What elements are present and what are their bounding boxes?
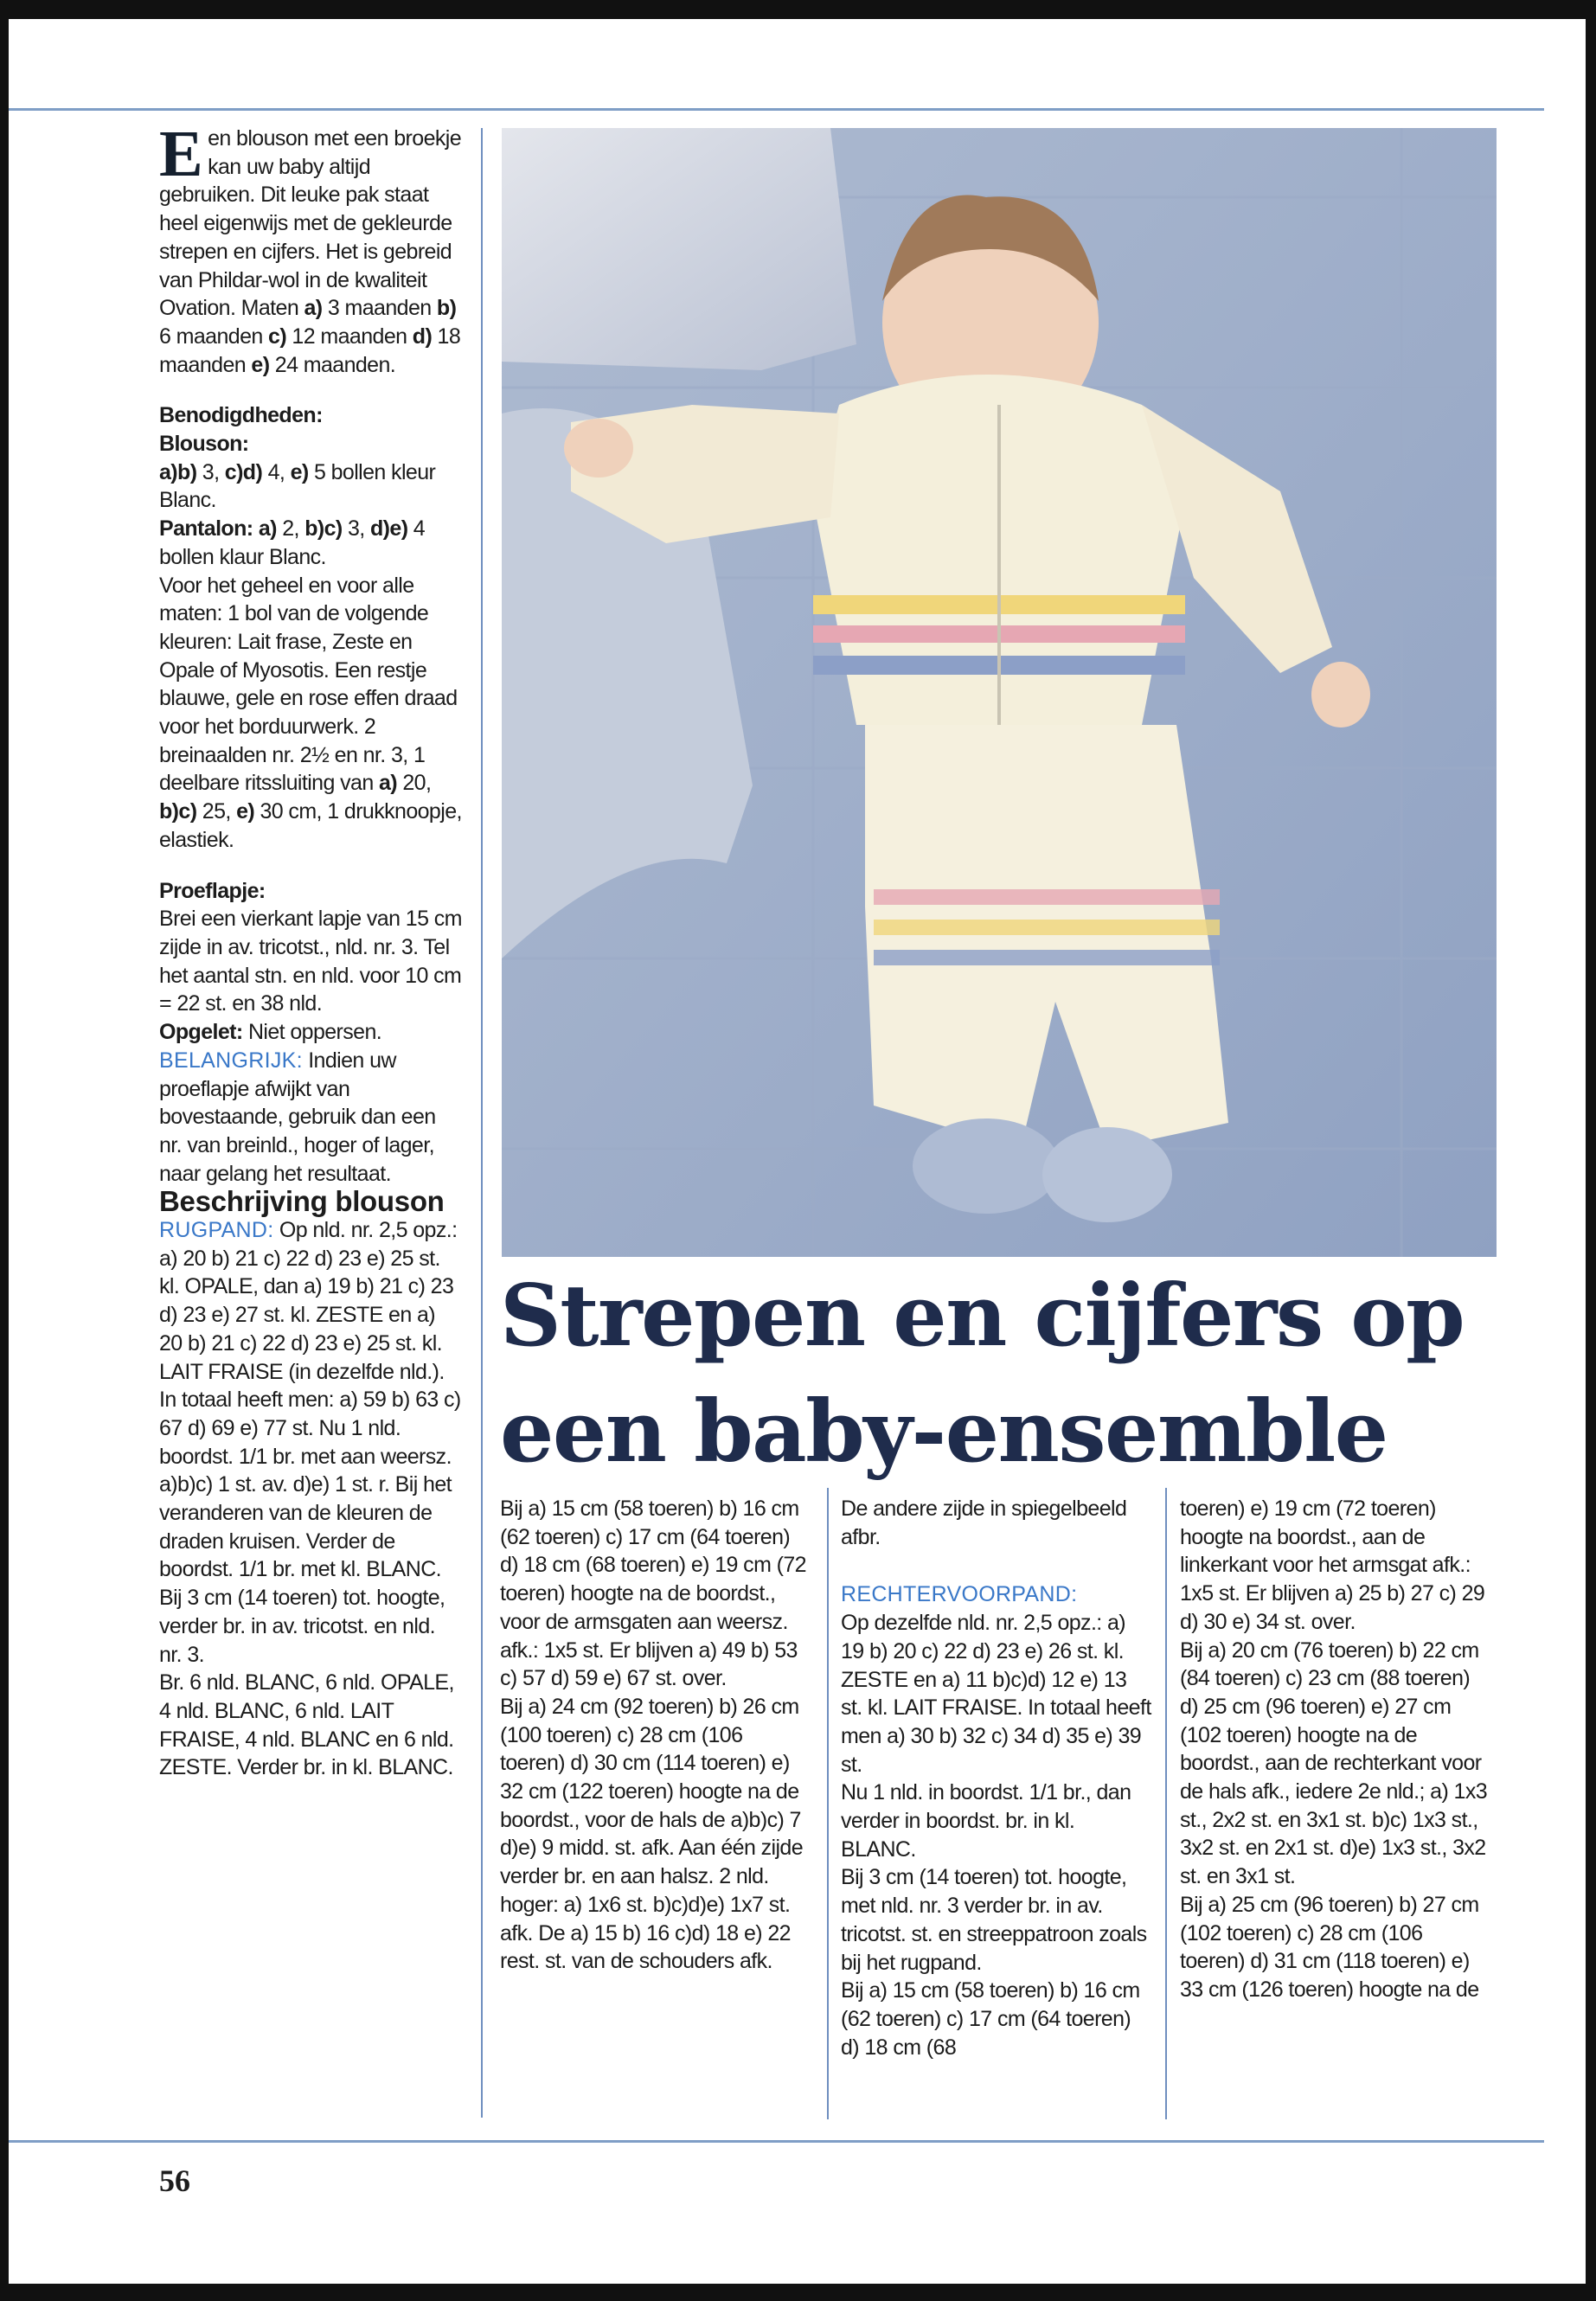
- column-divider: [827, 1488, 829, 2119]
- baby-photo: [502, 128, 1497, 1257]
- gauge-important: BELANGRIJK: Indien uw proeflapje afwijkt van bovestaande, gebruik dan een nr. van breinld., hoger of lager, naar gelang het resultaat.: [159, 1048, 436, 1186]
- right-front-heading: RECHTERVOORPAND:: [841, 1582, 1078, 1607]
- col3-para-2: Op dezelfde nld. nr. 2,5 opz.: a) 19 b) 20 c) 22 d) 23 e) 26 st. kl. ZESTE en a) 11 b)c)d) 12 e) 13 st. kl. LAIT FRAISE. In totaal heeft men a) 30 b) 32 c) 34 d) 35 e) 39 st.: [841, 1611, 1151, 1777]
- materials-blouson: Blouson:: [159, 432, 249, 457]
- column-3: [841, 1495, 1152, 2061]
- gauge-heading: Proeflapje:: [159, 878, 266, 903]
- column-4: [1180, 1495, 1491, 2004]
- materials-heading: Benodigdheden:: [159, 403, 323, 428]
- gauge-warning: Opgelet: Niet oppersen.: [159, 1020, 382, 1045]
- back-text-2: Bij 3 cm (14 toeren) tot. hoogte, verder br. in av. tricotst. en nld. nr. 3.: [159, 1586, 445, 1667]
- page-title: Strepen en cijfers op een baby-ensemble: [500, 1266, 1465, 1482]
- back-text-3: Br. 6 nld. BLANC, 6 nld. OPALE, 4 nld. BLANC, 6 nld. LAIT FRAISE, 4 nld. BLANC en 6 nld. ZESTE. Verder br. in kl. BLANC.: [159, 1670, 454, 1780]
- col2-para-1: Bij a) 15 cm (58 toeren) b) 16 cm (62 toeren) c) 17 cm (64 toeren) d) 18 cm (68 toeren) e) 19 cm (72 toeren) hoogte na de boordst., voor de armsgaten aan weersz. afk.: 1x5 st. Er blijven a) 49 b) 53 c) 57 d) 59 e) 67 st. over.: [500, 1497, 806, 1691]
- page-frame-top: [0, 0, 1596, 19]
- drop-cap: E: [159, 118, 203, 190]
- blouson-heading: Beschrijving blouson: [159, 1185, 445, 1218]
- col4-para-1: toeren) e) 19 cm (72 toeren) hoogte na boordst., aan de linkerkant voor het armsgat afk.: 1x5 st. Er blijven a) 25 b) 27 c) 29 d) 30 e) 34 st. over.: [1180, 1497, 1485, 1634]
- column-divider: [1165, 1488, 1167, 2119]
- materials-pantalon: Pantalon: a) 2, b)c) 3, d)e) 4 bollen klaur Blanc.: [159, 516, 426, 569]
- col4-para-2: Bij a) 20 cm (76 toeren) b) 22 cm (84 toeren) c) 23 cm (88 toeren) d) 25 cm (96 toeren) e) 27 cm (102 toeren) hoogte na de boordst., aan de rechterkant voor de hals afk., iedere 2e nld.; a) 1x3 st., 2x2 st. en 3x1 st. b)c) 1x3 st., 3x2 st. en 2x1 st. d)e) 1x3 st., 3x2 st. en 3x1 st.: [1180, 1638, 1488, 1889]
- page-frame-left: [0, 0, 9, 2301]
- page-frame-right: [1586, 0, 1596, 2301]
- footer-rule: [9, 2140, 1544, 2143]
- column-2: [500, 1495, 811, 1976]
- gauge-text: Brei een vierkant lapje van 15 cm zijde in av. tricotst., nld. nr. 3. Tel het aantal stn. en nld. voor 10 cm = 22 st. en 38 nld.: [159, 907, 462, 1016]
- materials-blouson-qty: a)b) 3, c)d) 4, e) 5 bollen kleur Blanc.: [159, 459, 436, 513]
- col3-para-3: Nu 1 nld. in boordst. 1/1 br., dan verder in boordst. br. in kl. BLANC.: [841, 1780, 1131, 1862]
- column-divider: [481, 128, 483, 2118]
- intro-paragraph: Een blouson met een broekje kan uw baby altijd gebruiken. Dit leuke pak staat heel eigenwijs met de gekleurde strepen en cijfers. Het is gebreid van Phildar-wol in de kwaliteit Ovation. Maten a) 3 maanden b) 6 maanden c) 12 maanden d) 18 maanden e) 24 maanden.: [159, 118, 462, 377]
- left-column: [159, 118, 462, 1782]
- col3-para-5: Bij a) 15 cm (58 toeren) b) 16 cm (62 toeren) c) 17 cm (64 toeren) d) 18 cm (68: [841, 1978, 1140, 2060]
- header-rule: [9, 108, 1544, 111]
- back-text: RUGPAND: Op nld. nr. 2,5 opz.: a) 20 b) 21 c) 22 d) 23 e) 25 st. kl. OPALE, dan a) 19 b) 21 c) 23 d) 23 e) 27 st. kl. ZESTE en a) 20 b) 21 c) 22 d) 23 e) 25 st. kl. LAIT FRAISE (in dezelfde nld.). In totaal heeft men: a) 59 b) 63 c) 67 d) 69 e) 77 st. Nu 1 nld. boordst. 1/1 br. met aan weersz. a)b)c) 1 st. av. d)e) 1 st. r. Bij het veranderen van de kleuren de draden kruisen. Verder de boordst. 1/1 br. met kl. BLANC.: [159, 1218, 461, 1582]
- page-frame-bottom: [0, 2284, 1596, 2301]
- page-number: 56: [159, 2163, 190, 2198]
- col3-para-1: De andere zijde in spiegelbeeld afbr.: [841, 1497, 1127, 1549]
- col3-para-4: Bij 3 cm (14 toeren) tot. hoogte, met nld. nr. 3 verder br. in av. tricotst. st. en streeppatroon zoals bij het rugpand.: [841, 1865, 1147, 1975]
- col2-para-2: Bij a) 24 cm (92 toeren) b) 26 cm (100 toeren) c) 28 cm (106 toeren) d) 30 cm (114 toeren) e) 32 cm (122 toeren) hoogte na de boordst., voor de hals de a)b)c) 7 d)e) 9 midd. st. afk. Aan één zijde verder br. en aan halsz. 2 nld. hoger: a) 1x6 st. b)c)d)e) 1x7 st. afk. De a) 15 b) 16 c)d) 18 e) 22 rest. st. van de schouders afk.: [500, 1694, 804, 1974]
- materials-colors: Voor het geheel en voor alle maten: 1 bol van de volgende kleuren: Lait frase, Zeste en Opale of Myosotis. Een restje blauwe, gele en rose effen draad voor het borduurwerk. 2 breinaalden nr. 2½ en nr. 3, 1 deelbare ritssluiting van a) 20, b)c) 25, e) 30 cm, 1 drukknoopje, elastiek.: [159, 573, 462, 852]
- col4-para-3: Bij a) 25 cm (96 toeren) b) 27 cm (102 toeren) c) 28 cm (106 toeren) d) 31 cm (118 toeren) e) 33 cm (126 toeren) hoogte na de: [1180, 1892, 1479, 2002]
